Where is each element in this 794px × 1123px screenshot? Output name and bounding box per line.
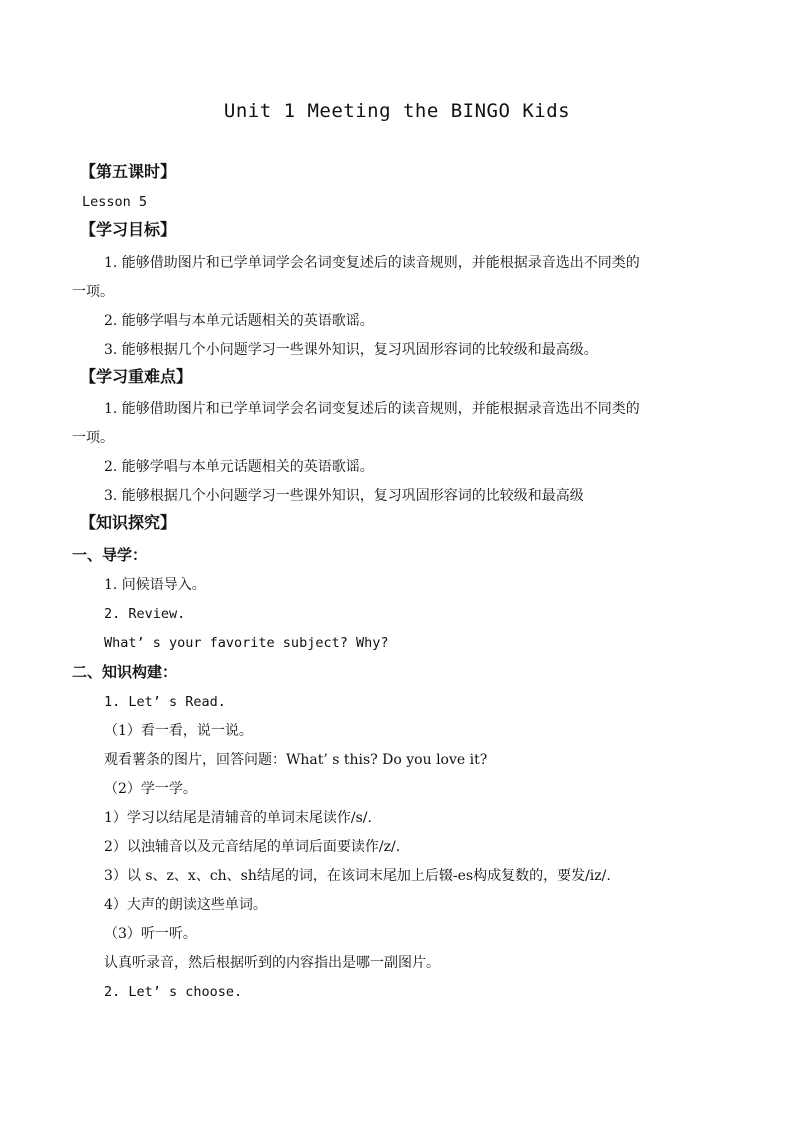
key-line-2: 2. 能够学唱与本单元话题相关的英语歌谣。 <box>104 459 374 475</box>
document-title: Unit 1 Meeting the BINGO Kids <box>223 100 571 122</box>
section-key-heading: 【学习重难点】 <box>80 367 193 386</box>
part2-line-1: 1. Let’ s Read. <box>104 694 226 710</box>
part2-line-4: （2）学一学。 <box>104 781 197 797</box>
lesson-label: Lesson 5 <box>82 194 148 210</box>
part2-line-2: （1）看一看，说一说。 <box>104 723 253 739</box>
goal-line-2: 2. 能够学唱与本单元话题相关的英语歌谣。 <box>104 313 374 329</box>
part1-heading: 一、导学： <box>72 546 148 564</box>
part1-line-1: 1. 问候语导入。 <box>104 577 206 593</box>
part2-line-5: 1）学习以结尾是清辅音的单词末尾读作/s/. <box>104 810 372 826</box>
goal-line-1: 1. 能够借助图片和已学单词学会名词变复述后的读音规则，并能根据录音选出不同类的 <box>104 255 640 271</box>
section-lesson-heading: 【第五课时】 <box>80 162 177 181</box>
section-explore-heading: 【知识探究】 <box>80 513 177 532</box>
part1-line-2: 2. Review. <box>104 606 186 622</box>
part2-line-3: 观看薯条的图片，回答问题：What’ s this? Do you love it? <box>104 752 488 768</box>
part2-line-6: 2）以浊辅音以及元音结尾的单词后面要读作/z/. <box>104 839 401 855</box>
part2-heading: 二、知识构建： <box>72 663 178 681</box>
part1-line-3: What’ s your favorite subject? Why? <box>104 635 389 651</box>
part2-line-9: （3）听一听。 <box>104 926 197 942</box>
goal-line-1-cont: 一项。 <box>72 284 114 300</box>
goal-line-3: 3. 能够根据几个小问题学习一些课外知识，复习巩固形容词的比较级和最高级。 <box>104 342 598 358</box>
part2-line-11: 2. Let’ s choose. <box>104 984 243 1000</box>
part2-line-7: 3）以 s、z、x、ch、sh结尾的词，在该词末尾加上后辍-es构成复数的，要发/iz/. <box>104 868 611 884</box>
key-line-3: 3. 能够根据几个小问题学习一些课外知识，复习巩固形容词的比较级和最高级 <box>104 488 584 504</box>
part2-line-8: 4）大声的朗读这些单词。 <box>104 897 267 913</box>
key-line-1: 1. 能够借助图片和已学单词学会名词变复述后的读音规则，并能根据录音选出不同类的 <box>104 401 640 417</box>
section-goals-heading: 【学习目标】 <box>80 220 177 239</box>
part2-line-10: 认真听录音，然后根据听到的内容指出是哪一副图片。 <box>104 955 440 971</box>
key-line-1-cont: 一项。 <box>72 430 114 446</box>
